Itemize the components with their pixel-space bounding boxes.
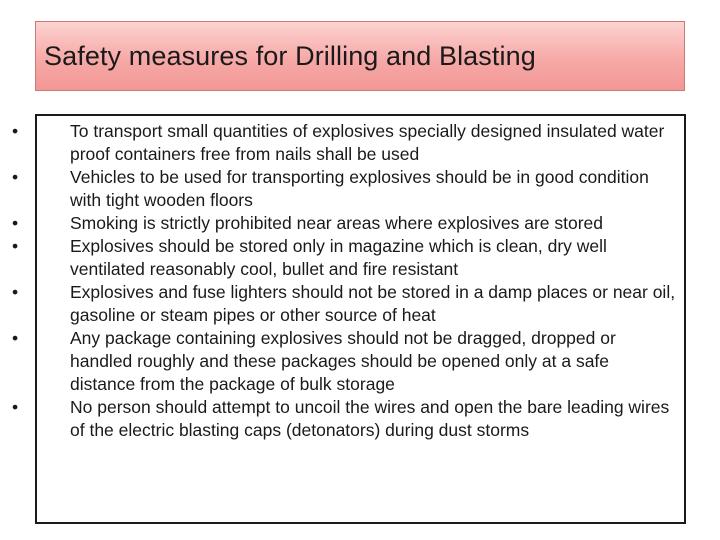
bullet-list (12, 116, 684, 440)
bullet-text: Smoking is strictly prohibited near areas where explosives are stored (70, 213, 604, 233)
bullet-item (12, 120, 684, 166)
bullet-item (12, 396, 684, 442)
bullet-text: Any package containing explosives should not be dragged, dropped or handled roughly and these packages should be opened only at a safe distance from the package of bulk storage (70, 328, 616, 394)
content-box (12, 114, 686, 524)
bullet-icon: • (12, 282, 19, 302)
bullet-item (12, 327, 684, 396)
bullet-text: Explosives should be stored only in magazine which is clean, dry well ventilated reasonably cool, bullet and fire resistant (70, 236, 607, 279)
bullet-text: To transport small quantities of explosives specially designed insulated water proof containers free from nails shall be used (70, 121, 665, 164)
bullet-item (12, 281, 684, 327)
bullet-text: Vehicles to be used for transporting explosives should be in good condition with tight wooden floors (70, 167, 649, 210)
title-box (35, 21, 685, 91)
bullet-text: Explosives and fuse lighters should not be stored in a damp places or near oil, gasoline or steam pipes or other source of heat (70, 282, 676, 325)
bullet-icon: • (12, 328, 19, 348)
slide-title: Safety measures for Drilling and Blasting (44, 40, 536, 71)
bullet-item (12, 212, 684, 235)
bullet-text: No person should attempt to uncoil the wires and open the bare leading wires of the electric blasting caps (detonators) during dust storms (70, 397, 670, 440)
bullet-item (12, 235, 684, 281)
bullet-item (12, 166, 684, 212)
bullet-icon: • (12, 236, 19, 256)
bullet-icon: • (12, 213, 19, 233)
bullet-icon: • (12, 167, 19, 187)
bullet-icon: • (12, 121, 19, 141)
bullet-icon: • (12, 397, 19, 417)
